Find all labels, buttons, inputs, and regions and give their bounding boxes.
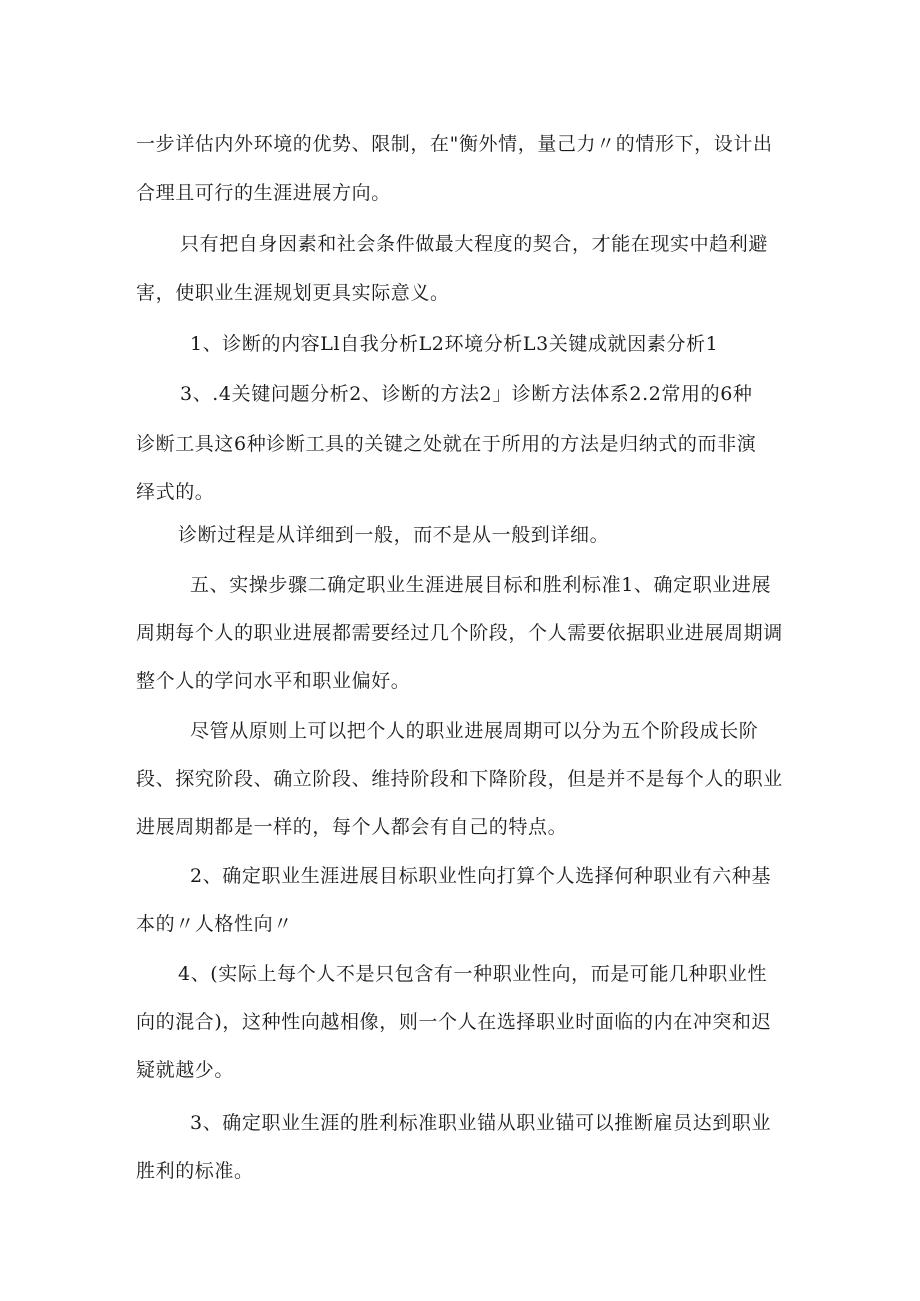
text-line: 一步详估内外环境的优势、限制，在"衡外情，量己力〃的情形下，设计出	[136, 133, 773, 155]
text-line: 进展周期都是一样的，每个人都会有自己的特点。	[136, 816, 568, 838]
text-line: 合理且可行的生涯进展方向。	[136, 182, 391, 204]
text-line: 只有把自身因素和社会条件做最大程度的契合，才能在现实中趋利避	[180, 233, 769, 255]
text-line: 4、(实际上每个人不是只包含有一种职业性向，而是可能几种职业性	[178, 963, 768, 985]
text-line: 周期每个人的职业进展都需要经过几个阶段，个人需要依据职业进展周期调	[136, 622, 783, 644]
text-line: 3、确定职业生涯的胜利标准职业锚从职业锚可以推断雇员达到职业	[190, 1112, 772, 1134]
text-line: 段、探究阶段、确立阶段、维持阶段和下降阶段，但是并不是每个人的职业	[136, 768, 783, 790]
text-line: 2、确定职业生涯进展目标职业性向打算个人选择何种职业有六种基	[190, 865, 772, 887]
text-line: 1、诊断的内容Ll自我分析L2环境分析L3关键成就因素分析1	[190, 333, 719, 355]
text-line: 本的〃人格性向〃	[136, 913, 293, 935]
text-line: 3、.4关键问题分析2、诊断的方法2」诊断方法体系2.2常用的6种	[180, 383, 753, 405]
text-line: 疑就越少。	[136, 1059, 235, 1081]
text-line: 害，使职业生涯规划更具实际意义。	[136, 282, 450, 304]
text-line: 诊断工具这6种诊断工具的关键之处就在于所用的方法是归纳式的而非演	[136, 433, 757, 455]
text-line: 诊断过程是从详细到一般，而不是从一般到详细。	[178, 524, 610, 546]
text-line: 向的混合)，这种性向越相像，则一个人在选择职业时面临的内在冲突和迟	[136, 1011, 772, 1033]
text-line: 绎式的。	[136, 481, 215, 503]
text-line: 整个人的学问水平和职业偏好。	[136, 670, 411, 692]
text-line: 尽管从原则上可以把个人的职业进展周期可以分为五个阶段成长阶	[190, 720, 759, 742]
text-line: 胜利的标准。	[136, 1160, 254, 1182]
text-line: 五、实操步骤二确定职业生涯进展目标和胜利标准1、确定职业进展	[190, 574, 772, 596]
